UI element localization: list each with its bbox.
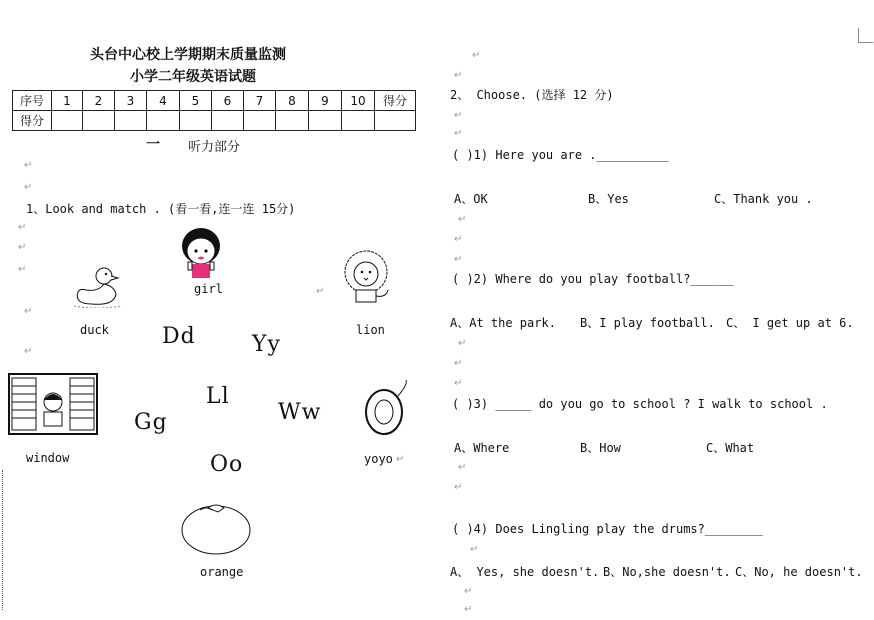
score-table-score-row bbox=[13, 111, 416, 131]
question-2-option-a[interactable]: A、At the park. bbox=[450, 316, 556, 330]
duck-label: duck bbox=[80, 323, 109, 337]
table-cell[interactable] bbox=[83, 111, 115, 131]
letter-card-dd: Dd bbox=[162, 324, 196, 349]
letter-card-yy: Yy bbox=[252, 332, 281, 357]
table-cell: 序号 bbox=[13, 91, 52, 111]
paragraph-mark: ↵ bbox=[454, 482, 463, 493]
table-cell: 4 bbox=[147, 91, 180, 111]
duck-picture bbox=[70, 264, 126, 308]
table-cell: 6 bbox=[212, 91, 244, 111]
paragraph-mark: ↵ bbox=[470, 544, 479, 555]
table-cell[interactable] bbox=[309, 111, 342, 131]
question-3-option-b[interactable]: B、How bbox=[580, 441, 621, 455]
exam-title: 头台中心校上学期期末质量监测 bbox=[90, 47, 286, 63]
question-4-stem: ( )4) Does Lingling play the drums?________ bbox=[452, 522, 763, 536]
margin-line bbox=[2, 470, 3, 610]
paragraph-mark: ↵ bbox=[454, 358, 463, 369]
paragraph-mark: ↵ bbox=[464, 586, 473, 597]
paragraph-mark: ↵ bbox=[454, 70, 463, 81]
question-1-option-a[interactable]: A、OK bbox=[454, 192, 488, 206]
lion-label: lion bbox=[356, 323, 385, 337]
score-table bbox=[12, 90, 416, 131]
lion-picture bbox=[338, 248, 394, 306]
exam-subtitle: 小学二年级英语试题 bbox=[130, 69, 256, 85]
paragraph-mark: ↵ bbox=[24, 182, 33, 193]
paragraph-mark: ↵ bbox=[18, 222, 27, 233]
table-cell[interactable] bbox=[115, 111, 147, 131]
paragraph-mark: ↵ bbox=[454, 128, 463, 139]
table-cell: 9 bbox=[309, 91, 342, 111]
table-cell[interactable] bbox=[52, 111, 83, 131]
orange-picture bbox=[178, 500, 254, 556]
table-cell[interactable] bbox=[375, 111, 416, 131]
question-3-option-a[interactable]: A、Where bbox=[454, 441, 510, 455]
section-title: 听力部分 bbox=[188, 140, 241, 155]
paragraph-mark: ↵ bbox=[316, 286, 325, 297]
table-cell: 10 bbox=[342, 91, 375, 111]
paragraph-mark: ↵ bbox=[458, 214, 467, 225]
table-cell: 1 bbox=[52, 91, 83, 111]
match-instruction: 1、Look and match . (看一看,连一连 15分) bbox=[26, 202, 296, 216]
question-4-option-a[interactable]: A、 Yes, she doesn't. bbox=[450, 565, 600, 579]
question-4-option-c[interactable]: C、No, he doesn't. bbox=[735, 565, 863, 579]
table-cell: 3 bbox=[115, 91, 147, 111]
letter-card-ll: Ll bbox=[206, 384, 230, 409]
paragraph-mark: ↵ bbox=[24, 160, 33, 171]
score-table-header-row bbox=[13, 91, 416, 111]
window-picture bbox=[8, 372, 98, 436]
orange-label: orange bbox=[200, 565, 244, 579]
choose-heading: 2、 Choose. (选择 12 分) bbox=[450, 88, 614, 102]
table-cell[interactable] bbox=[244, 111, 276, 131]
girl-picture bbox=[178, 224, 224, 280]
paragraph-mark: ↵ bbox=[18, 242, 27, 253]
paragraph-mark: ↵ bbox=[454, 378, 463, 389]
question-1-option-c[interactable]: C、Thank you . bbox=[714, 192, 813, 206]
letter-card-gg: Gg bbox=[134, 410, 168, 435]
paragraph-mark: ↵ bbox=[454, 254, 463, 265]
table-cell[interactable] bbox=[180, 111, 212, 131]
table-cell: 7 bbox=[244, 91, 276, 111]
question-2-stem: ( )2) Where do you play football?______ bbox=[452, 272, 734, 286]
table-cell: 8 bbox=[276, 91, 309, 111]
paragraph-mark: ↵ bbox=[18, 264, 27, 275]
letter-card-oo: Oo bbox=[210, 452, 244, 477]
yoyo-picture bbox=[358, 378, 414, 438]
question-2-option-c[interactable]: C、 I get up at 6. bbox=[726, 316, 854, 330]
table-cell: 2 bbox=[83, 91, 115, 111]
letter-card-ww: Ww bbox=[278, 400, 322, 425]
table-cell[interactable] bbox=[276, 111, 309, 131]
paragraph-mark: ↵ bbox=[24, 346, 33, 357]
window-label: window bbox=[26, 451, 70, 465]
paragraph-mark: ↵ bbox=[472, 50, 481, 61]
section-number: 一 bbox=[146, 137, 160, 153]
paragraph-mark: ↵ bbox=[458, 462, 467, 473]
page-corner-mark bbox=[858, 28, 873, 43]
table-cell[interactable] bbox=[212, 111, 244, 131]
table-cell: 得分 bbox=[375, 91, 416, 111]
question-4-option-b[interactable]: B、No,she doesn't. bbox=[603, 565, 731, 579]
table-cell[interactable] bbox=[342, 111, 375, 131]
paragraph-mark: ↵ bbox=[458, 338, 467, 349]
paragraph-mark: ↵ bbox=[464, 604, 473, 615]
yoyo-label: yoyo bbox=[364, 452, 393, 466]
girl-label: girl bbox=[194, 282, 223, 296]
table-cell: 5 bbox=[180, 91, 212, 111]
table-cell[interactable] bbox=[147, 111, 180, 131]
paragraph-mark: ↵ bbox=[454, 234, 463, 245]
paragraph-mark: ↵ bbox=[454, 110, 463, 121]
paragraph-mark: ↵ bbox=[396, 454, 405, 465]
question-2-option-b[interactable]: B、I play football. bbox=[580, 316, 715, 330]
table-cell: 得分 bbox=[13, 111, 52, 131]
question-3-option-c[interactable]: C、What bbox=[706, 441, 755, 455]
question-1-option-b[interactable]: B、Yes bbox=[588, 192, 629, 206]
question-1-stem: ( )1) Here you are .__________ bbox=[452, 148, 669, 162]
question-3-stem: ( )3) _____ do you go to school ? I walk to school . bbox=[452, 397, 828, 411]
paragraph-mark: ↵ bbox=[24, 306, 33, 317]
